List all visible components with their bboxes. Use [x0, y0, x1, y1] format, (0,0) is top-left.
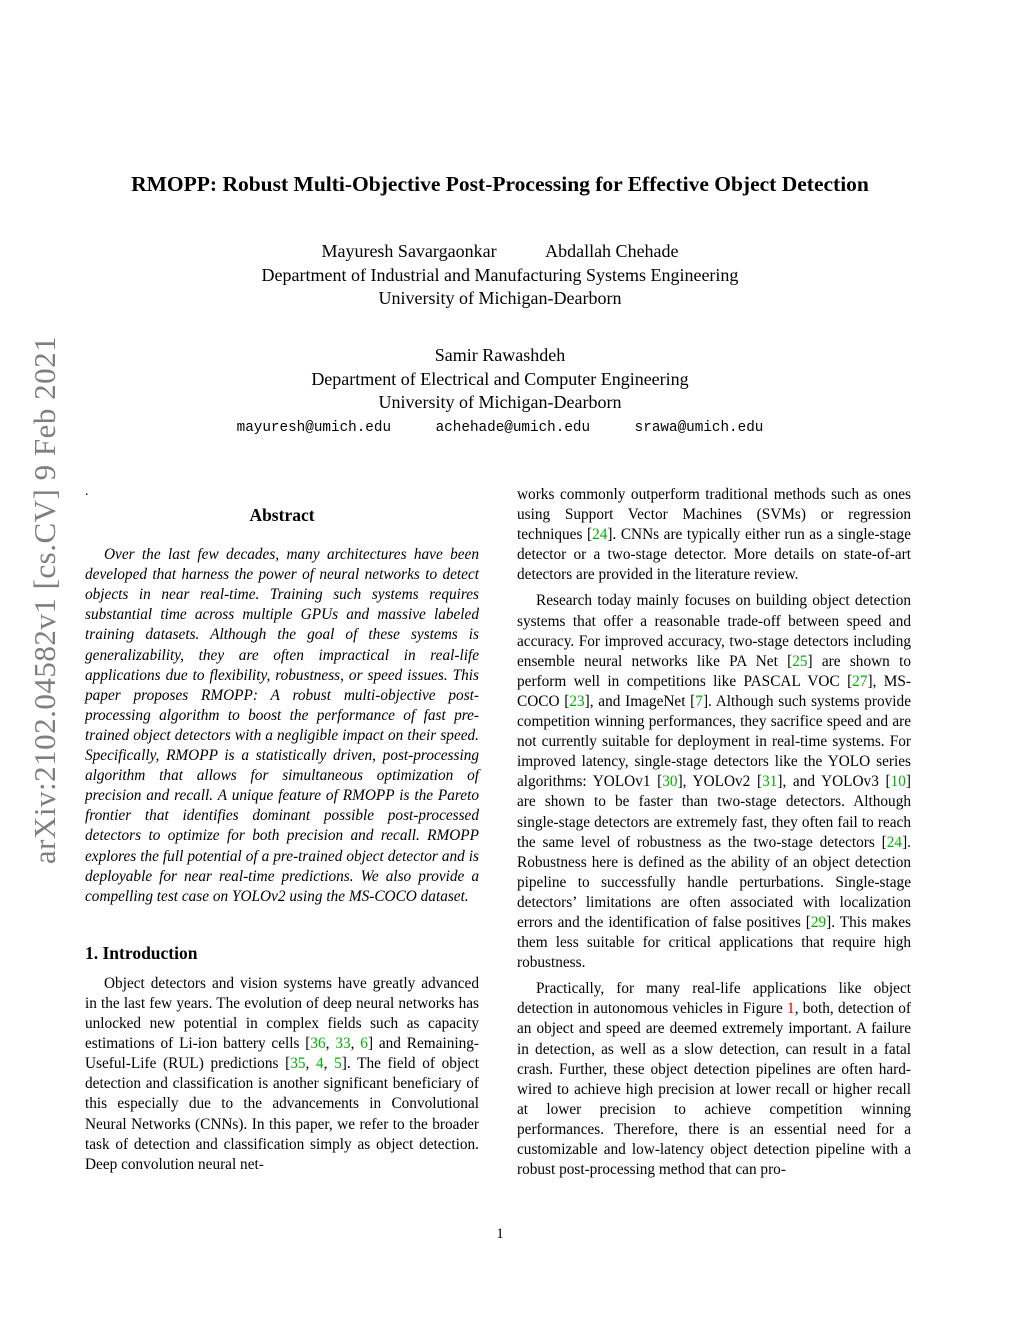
- email-link[interactable]: mayuresh@umich.edu: [236, 420, 392, 436]
- affiliation-department: Department of Electrical and Computer Engineering: [311, 368, 689, 389]
- citation-link[interactable]: 29: [810, 913, 827, 931]
- citation-link[interactable]: 24: [886, 833, 903, 851]
- right-column: [517, 485, 911, 1186]
- citation-link[interactable]: 6: [360, 1035, 368, 1053]
- citation-link[interactable]: 30: [662, 773, 678, 791]
- author-name: Mayuresh Savargaonkar: [321, 241, 497, 261]
- author-names-row: [0, 240, 1000, 264]
- intro-paragraph: Object detectors and vision systems have greatly advanced in the last few years. The evolution of deep neural networks has unlocked new potential in complex fields such as capacity estimations of Li-ion battery cells [36, 33, 6] and Remaining-Useful-Life (RUL) predictions [35, 4, 5]. The field of object detection and classification is another significant beneficiary of this especially due to the advancements in Convolutional Neural Networks (CNNs). In this paper, we refer to the broader task of detection and classification simply as object detection. Deep convolution neural net-: [85, 974, 480, 1173]
- body-paragraph: works commonly outperform traditional methods such as ones using Support Vector Machines (SVMs) or regression techniques [24]. CNNs are typically either run as a single-stage detector or a two-stage detector. More details on state-of-art detectors are provided in the literature review.: [517, 486, 911, 584]
- intro-heading: 1. Introduction: [85, 942, 198, 963]
- arxiv-id-text: arXiv:2102.04582v1 [cs.CV] 9 Feb 2021: [27, 335, 63, 865]
- citation-link[interactable]: 7: [695, 692, 703, 710]
- citation-link[interactable]: 5: [334, 1055, 342, 1073]
- author-block-2: [0, 344, 1000, 415]
- body-paragraph: Practically, for many real-life applications like object detection in autonomous vehicles in Figure 1, both, detection of an object and speed are deemed extremely important. A failure in detection, as well as a slow detection, can result in a fatal crash. Further, these object detection pipelines are often hard-wired to achieve high precision at lower recall or higher recall at lower precision to achieve competition winning performances. Therefore, there is an essential need for a customizable and low-latency object detection pipeline with a robust post-processing method that can pro-: [517, 980, 911, 1179]
- email-link[interactable]: achehade@umich.edu: [435, 420, 591, 436]
- affiliation-university: University of Michigan-Dearborn: [378, 392, 622, 412]
- abstract-text: Over the last few decades, many architectures have been developed that harness the power of neural networks to detect objects in near real-time. Training such systems requires substantial time across multiple GPUs and massive labeled training datasets. Although the goal of these systems is generalizability, they are often impractical in real-life applications due to flexibility, robustness, or speed issues. This paper proposes RMOPP: A robust multi-objective post-processing algorithm to boost the performance of fast pre-trained object detectors with a negligible impact on their speed. Specifically, RMOPP is a statistically driven, post-processing algorithm that allows for simultaneous optimization of precision and recall. A unique feature of RMOPP is the Pareto frontier that identifies dominant possible post-processed detectors to optimize for both precision and recall. RMOPP explores the full potential of a pre-trained object detector and is deployable for near real-time predictions. We also provide a compelling test case on YOLOv2 using the MS-COCO dataset.: [85, 546, 479, 905]
- citation-link[interactable]: 24: [592, 526, 608, 544]
- stray-dot: .: [85, 484, 89, 499]
- affiliation-university: University of Michigan-Dearborn: [378, 288, 622, 308]
- citation-link[interactable]: 27: [852, 672, 868, 690]
- left-column: [85, 485, 479, 1181]
- paper-title: RMOPP: Robust Multi-Objective Post-Processing for Effective Object Detection: [131, 172, 869, 196]
- citation-link[interactable]: 25: [792, 652, 808, 670]
- affiliation-department: Department of Industrial and Manufacturing Systems Engineering: [261, 264, 739, 285]
- author-block-1: [0, 240, 1000, 311]
- author-name: Abdallah Chehade: [545, 241, 679, 261]
- citation-link[interactable]: 31: [762, 773, 778, 791]
- author-name: Samir Rawashdeh: [434, 345, 566, 365]
- page-number: 1: [496, 1226, 504, 1242]
- email-link[interactable]: srawa@umich.edu: [634, 420, 764, 436]
- citation-link[interactable]: 33: [335, 1035, 351, 1053]
- citation-link[interactable]: 36: [310, 1035, 326, 1053]
- figure-reference-link[interactable]: 1: [787, 1000, 795, 1018]
- abstract-heading: Abstract: [249, 505, 315, 525]
- citation-link[interactable]: 4: [315, 1055, 324, 1073]
- citation-link[interactable]: 23: [569, 692, 585, 710]
- author-emails: [0, 420, 1000, 436]
- citation-link[interactable]: 10: [890, 773, 906, 791]
- body-paragraph: Research today mainly focuses on building object detection systems that offer a reasonable trade-off between speed and accuracy. For improved accuracy, two-stage detectors including ensemble neural networks like PA Net [25] are shown to perform well in competitions like PASCAL VOC [27], MS-COCO [23], and ImageNet [7]. Although such systems provide competition winning performances, they sacrifice speed and are not currently suitable for deployment in real-time systems. For improved latency, single-stage detectors like the YOLO series algorithms: YOLOv1 [30], YOLOv2 [31], and YOLOv3 [10] are shown to be faster than two-stage detectors. Although single-stage detectors are extremely fast, they often fail to reach the same level of robustness as the two-stage detectors [24]. Robustness here is defined as the ability of an object detection pipeline to successfully handle perturbations. Single-stage detectors’ limitations are often associated with localization errors and the identification of false positives [29]. This makes them less suitable for critical applications that require high robustness.: [517, 592, 912, 972]
- citation-link[interactable]: 35: [290, 1055, 306, 1073]
